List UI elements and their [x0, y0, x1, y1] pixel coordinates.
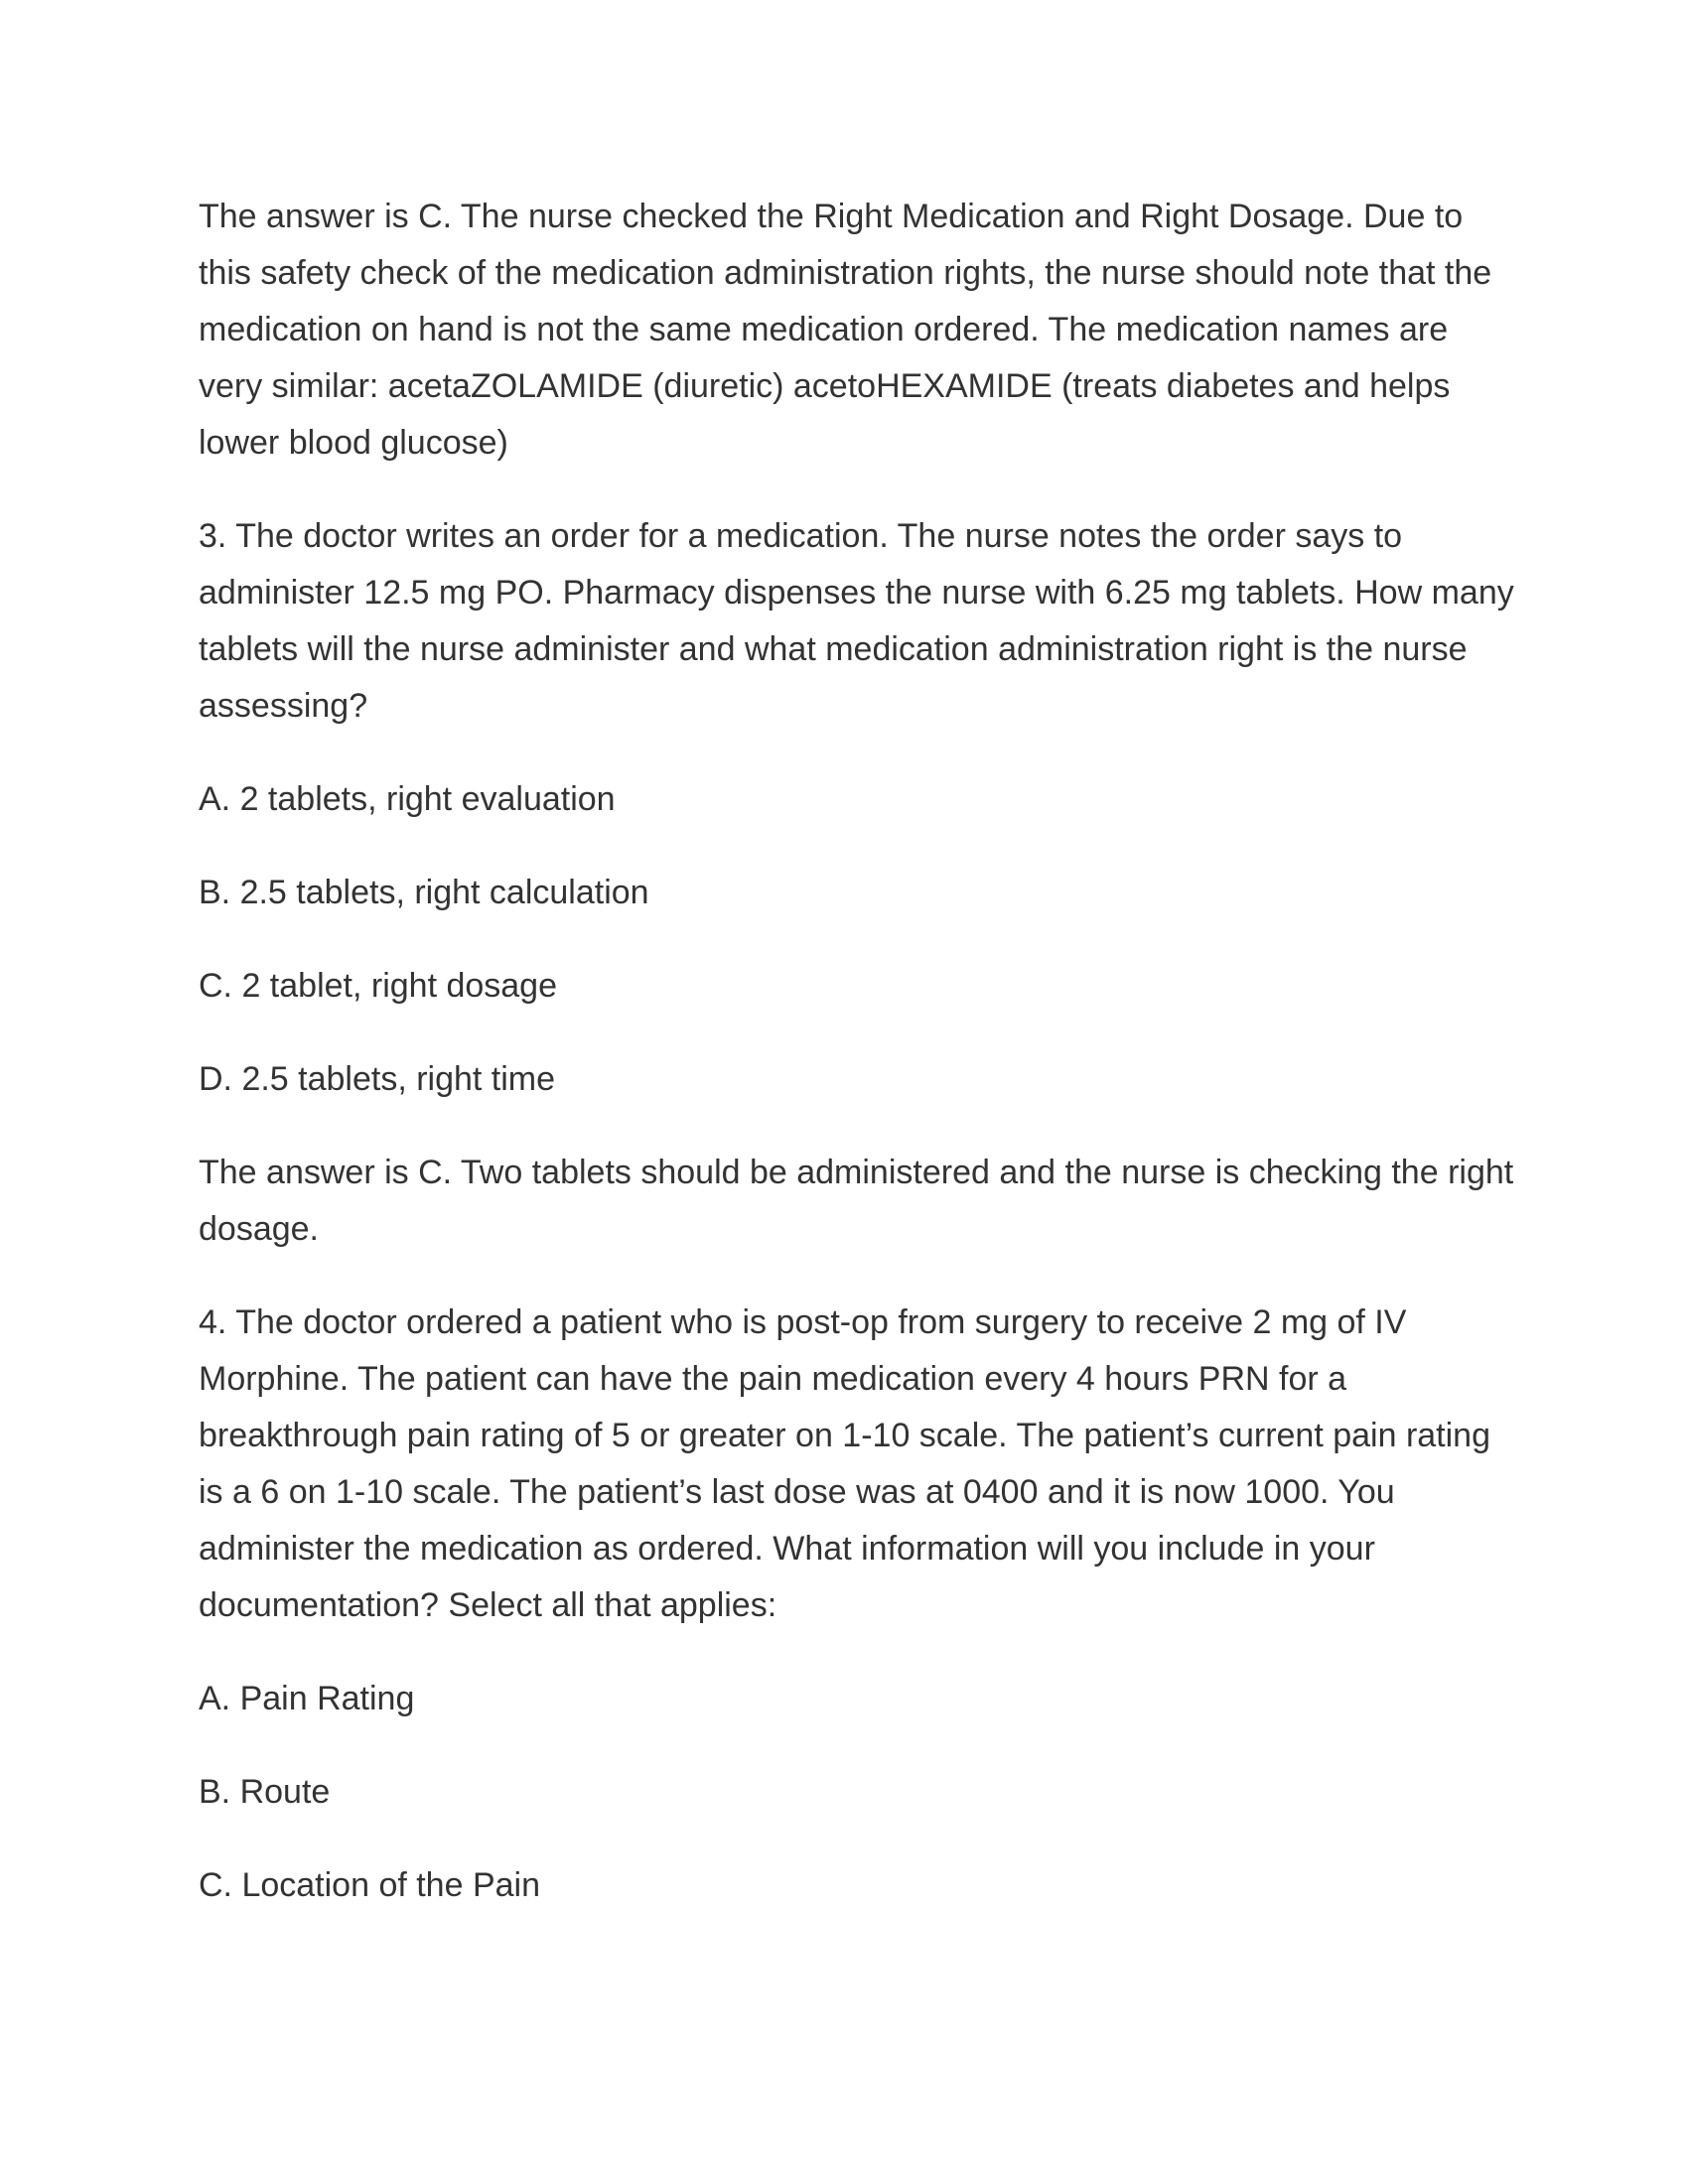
question-4-option-a: A. Pain Rating — [199, 1680, 415, 1717]
question-4-option-c: C. Location of the Pain — [199, 1866, 541, 1904]
answer-3-paragraph: The answer is C. Two tablets should be administered and the nurse is checking the right dosage. — [199, 1154, 1514, 1248]
question-3-option-a: A. 2 tablets, right evaluation — [199, 780, 616, 818]
question-3-option-b: B. 2.5 tablets, right calculation — [199, 874, 649, 911]
question-3-option-d: D. 2.5 tablets, right time — [199, 1060, 556, 1098]
question-4-text: 4. The doctor ordered a patient who is post-op from surgery to receive 2 mg of IV Morphine. The patient can have the pain medication every 4 hours PRN for a breakthrough pain rating of 5 or greater on 1-10 scale. The patient’s current pain rating is a 6 on 1-10 scale. The patient’s last dose was at 0400 and it is now 1000. You administer the medication as ordered. What information will you include in your documentation? Select all that applies: — [199, 1303, 1490, 1624]
document-body — [199, 189, 1519, 1951]
question-3-text: 3. The doctor writes an order for a medication. The nurse notes the order says to administer 12.5 mg PO. Pharmacy dispenses the nurse with 6.25 mg tablets. How many tablets will the nurse administer and what medication administration right is the nurse assessing? — [199, 517, 1514, 725]
answer-2-paragraph: The answer is C. The nurse checked the Right Medication and Right Dosage. Due to this safety check of the medication administration rights, the nurse should note that the medication on hand is not the same medication ordered. The medication names are very similar: acetaZOLAMIDE (diuretic) acetoHEXAMIDE (treats diabetes and helps lower blood glucose) — [199, 198, 1492, 462]
question-3-option-c: C. 2 tablet, right dosage — [199, 967, 558, 1005]
question-4-option-b: B. Route — [199, 1773, 331, 1811]
